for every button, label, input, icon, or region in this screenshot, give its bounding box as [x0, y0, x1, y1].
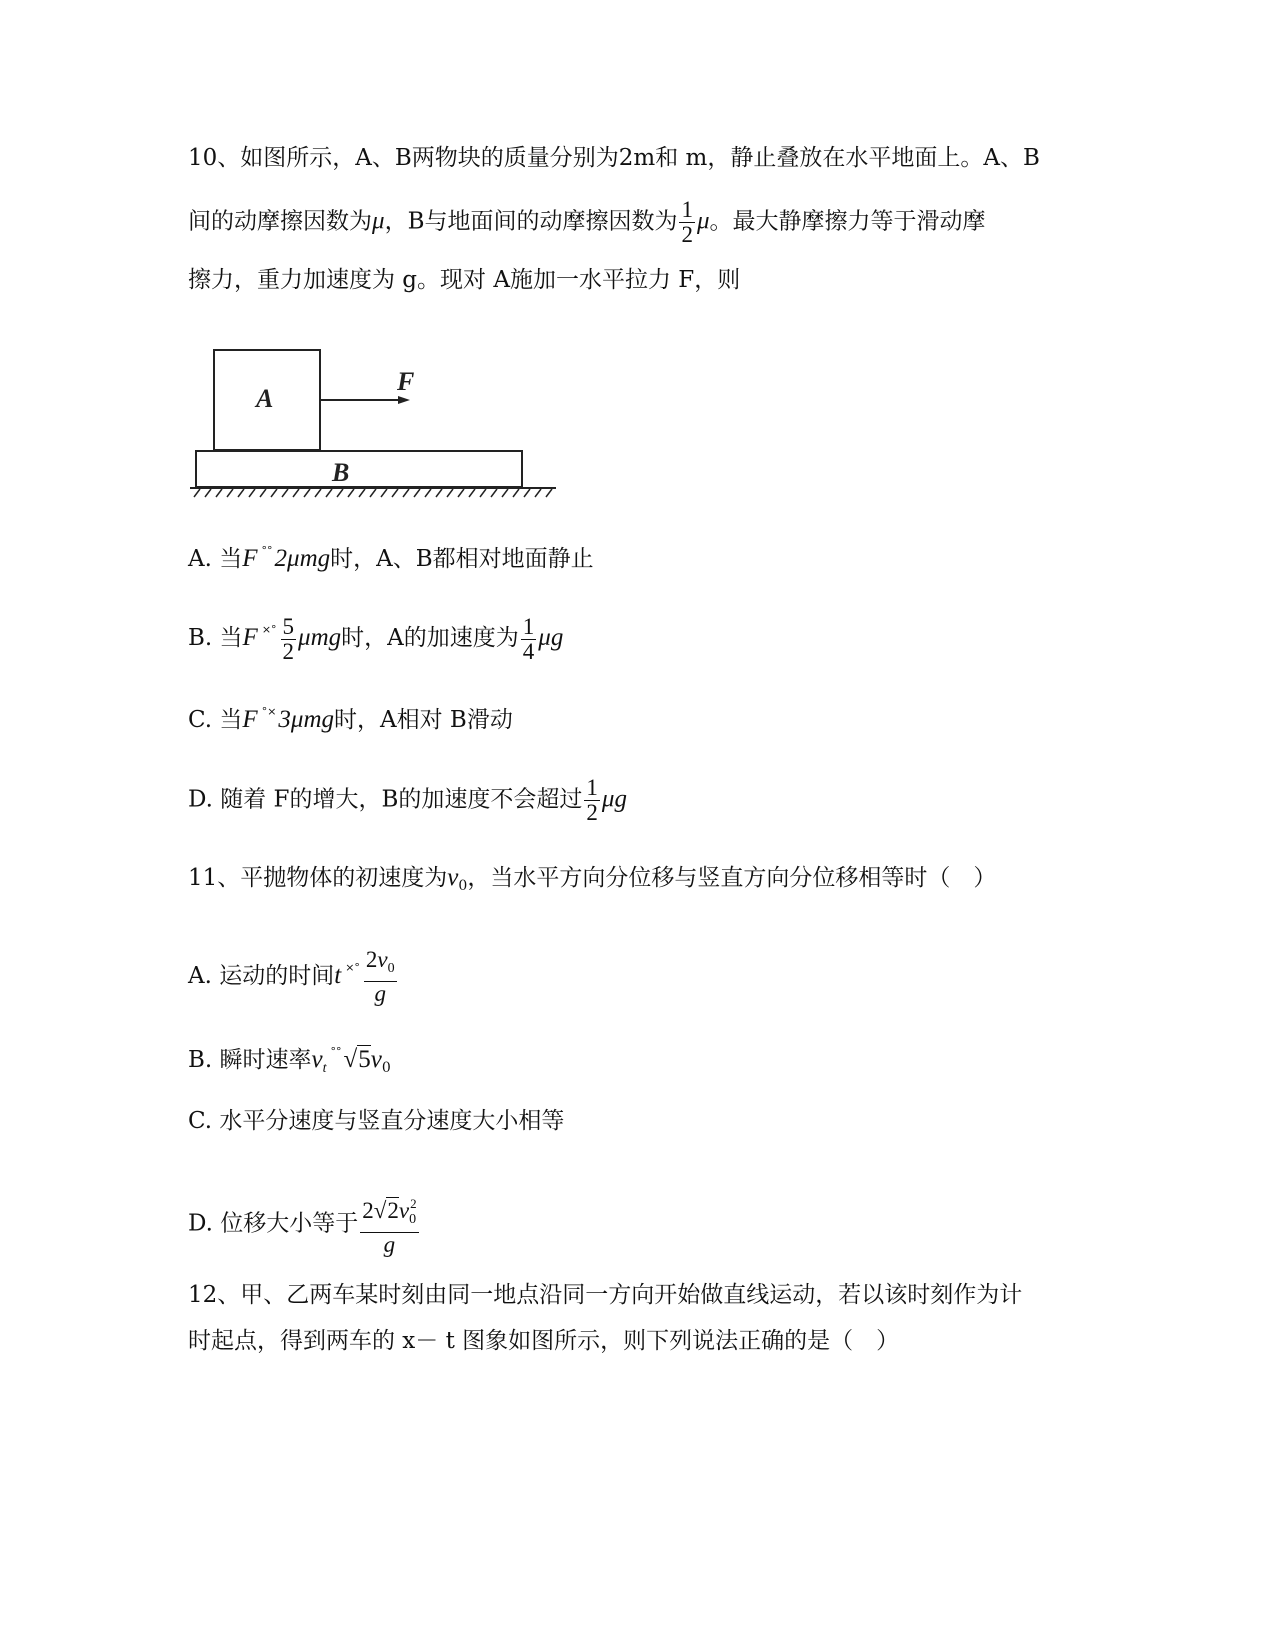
q10-line-2	[188, 198, 986, 247]
hatch-mark	[348, 489, 354, 497]
q10-option-a: A. 当F °°2μmg时，A、B都相对地面静止	[188, 544, 594, 572]
hatch-mark	[403, 489, 409, 497]
hatch-mark	[370, 489, 376, 497]
hatch-mark	[546, 489, 552, 497]
hatch-mark	[304, 489, 310, 497]
hatch-mark	[469, 489, 475, 497]
q10-line-2-c: 。最大静摩擦力等于滑动摩	[709, 208, 986, 235]
q11-option-a: A. 运动的时间t ×° $\frac{2v_0}{g}$	[188, 947, 395, 1006]
q10-line-1: 10、如图所示，A、B两物块的质量分别为2m和 m，静止叠放在水平地面上。A、B	[188, 145, 1040, 171]
q10-option-b: B. 当F ×° $\frac{5}{2}$ μmg时，A的加速度为 $\frac{1}{4}$ μg	[188, 613, 564, 664]
q11-option-b: B. 瞬时速率$v_t^{^\circ^\circ}√5v_0$	[188, 1045, 391, 1076]
hatch-mark	[436, 489, 442, 497]
hatch-mark	[326, 489, 332, 497]
half-fraction: $\frac{1}{2}$	[681, 197, 693, 247]
hatch-mark	[502, 489, 508, 497]
block-b-label: B	[332, 458, 350, 487]
hatch-mark	[524, 489, 530, 497]
q12-line-1: 12、甲、乙两车某时刻由同一地点沿同一方向开始做直线运动，若以该时刻作为计	[188, 1282, 1023, 1308]
q10-option-c: C. 当F °×3μmg时，A相对 B滑动	[188, 705, 513, 733]
hatch-mark	[260, 489, 266, 497]
hatch-mark	[227, 489, 233, 497]
force-label: F	[397, 367, 415, 396]
hatch-mark	[216, 489, 222, 497]
hatch-mark	[425, 489, 431, 497]
hatch-mark	[480, 489, 486, 497]
q11-option-d: D. 位移大小等于 $\frac{2√2v_0^2}{g}$	[188, 1192, 421, 1257]
q10-line-2-a: 间的动摩擦因数为	[188, 208, 372, 235]
block-a-label: A	[256, 384, 274, 413]
hatch-mark	[359, 489, 365, 497]
q11-option-c: C. 水平分速度与竖直分速度大小相等	[188, 1108, 565, 1134]
hatch-mark	[337, 489, 343, 497]
hatch-mark	[513, 489, 519, 497]
block-b-rect	[196, 451, 522, 487]
mu-symbol-2: μ	[696, 207, 710, 235]
force-arrowhead-icon	[398, 396, 410, 404]
hatch-mark	[238, 489, 244, 497]
q10-line-3: 擦力，重力加速度为 g。现对 A施加一水平拉力 F，则	[188, 267, 741, 293]
hatch-mark	[535, 489, 541, 497]
hatch-mark	[194, 489, 200, 497]
q12-line-2: 时起点，得到两车的 x－ t 图象如图所示，则下列说法正确的是（ ）	[188, 1328, 900, 1354]
hatch-mark	[447, 489, 453, 497]
q10-line-2-b: ，B与地面间的动摩擦因数为	[384, 208, 678, 235]
hatch-mark	[205, 489, 211, 497]
hatch-mark	[282, 489, 288, 497]
hatch-mark	[491, 489, 497, 497]
ground-hatching	[194, 489, 552, 497]
hatch-mark	[414, 489, 420, 497]
q11-stem: 11、平抛物体的初速度为$v_0$，当水平方向分位移与竖直方向分位移相等时（ ）	[188, 864, 997, 894]
hatch-mark	[392, 489, 398, 497]
mu-symbol: μ	[372, 207, 385, 235]
hatch-mark	[249, 489, 255, 497]
hatch-mark	[293, 489, 299, 497]
hatch-mark	[315, 489, 321, 497]
hatch-mark	[381, 489, 387, 497]
hatch-mark	[458, 489, 464, 497]
block-diagram	[190, 345, 560, 500]
q10-option-d: D. 随着 F的增大，B的加速度不会超过 $\frac{1}{2}$ μg	[188, 775, 627, 825]
hatch-mark	[271, 489, 277, 497]
